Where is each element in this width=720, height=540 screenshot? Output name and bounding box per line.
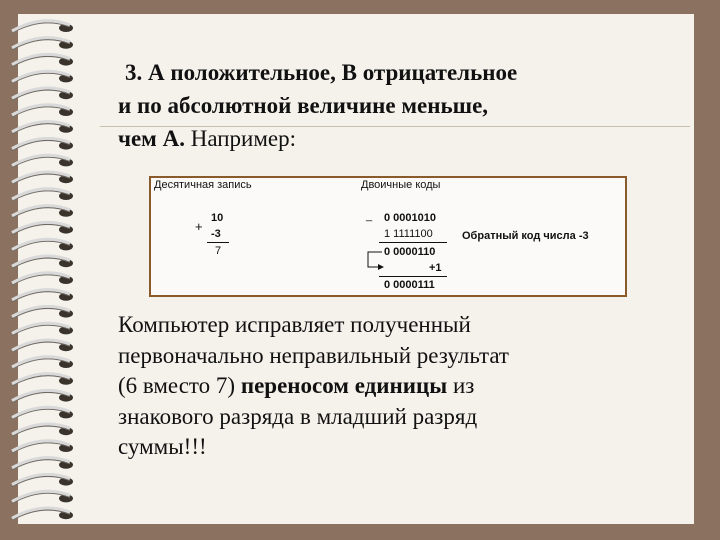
heading-line-3-regular: Например: [184,126,297,151]
spiral-coil [12,441,73,453]
spiral-coil [12,391,73,403]
heading-line-1: 3. А положительное, В отрицательное [125,60,518,85]
spiral-coil [12,407,73,419]
explanation-line-2: первоначально неправильный результат [118,342,509,368]
explanation-line-1: Компьютер исправляет полученный [118,312,471,337]
slide-heading [118,56,678,155]
spiral-coil [12,323,73,335]
binary-intermediate-sum: 0 0000110 [384,246,436,258]
spiral-coil [12,340,73,352]
explanation-line-4: знакового разряда в младший разряд [118,403,478,429]
spiral-coil [12,424,73,436]
carry-arrow [356,248,386,272]
binary-column-header: Двоичные коды [361,179,441,191]
decimal-sum-line [207,242,229,243]
plus-sign: + [195,219,203,234]
decimal-result: 7 [215,245,222,257]
decimal-operand-b: -3 [211,228,221,240]
spiral-coil [12,475,73,487]
decimal-operand-a: 10 [211,212,224,224]
spiral-coil [12,38,73,50]
explanation-line-3c: из [447,373,475,398]
spiral-coil [12,458,73,470]
minus-sign: _ [366,210,373,222]
spiral-coil [12,71,73,83]
binary-operand-b: 1 1111100 [384,228,433,240]
spiral-coil [12,206,73,218]
spiral-coil [12,508,73,520]
spiral-coil [12,256,73,268]
spiral-coil [12,189,73,201]
spiral-coil [12,88,73,100]
spiral-coil [12,155,73,167]
spiral-coil [12,357,73,369]
heading-line-3-bold: чем А. [118,126,185,151]
spiral-coil [12,307,73,319]
binary-operand-a: 0 0001010 [384,212,436,224]
spiral-coil [12,374,73,386]
heading-line-2: и по абсолютной величине меньше, [118,93,489,118]
example-table [149,176,627,297]
explanation-text [118,310,688,463]
spiral-coil [12,239,73,251]
spiral-coil [12,223,73,235]
spiral-coil [12,491,73,503]
binary-sum-line [379,242,447,243]
explanation-line-5: суммы!!! [118,434,207,459]
spiral-coil [12,172,73,184]
decimal-column-header: Десятичная запись [154,179,252,191]
explanation-emphasis: переносом единицы [240,373,448,398]
carry-plus-one: +1 [429,262,442,274]
spiral-coil [12,122,73,134]
binary-result: 0 0000111 [384,279,435,291]
explanation-line-3a: (6 вместо 7) [118,373,241,398]
spiral-coil [12,273,73,285]
spiral-coil [12,21,73,33]
inverse-code-note: Обратный код числа -3 [462,230,589,242]
spiral-coil [12,55,73,67]
binary-result-line [379,276,447,277]
spiral-binding [2,14,82,524]
spiral-coil [12,105,73,117]
spiral-coil [12,290,73,302]
spiral-coil [12,139,73,151]
